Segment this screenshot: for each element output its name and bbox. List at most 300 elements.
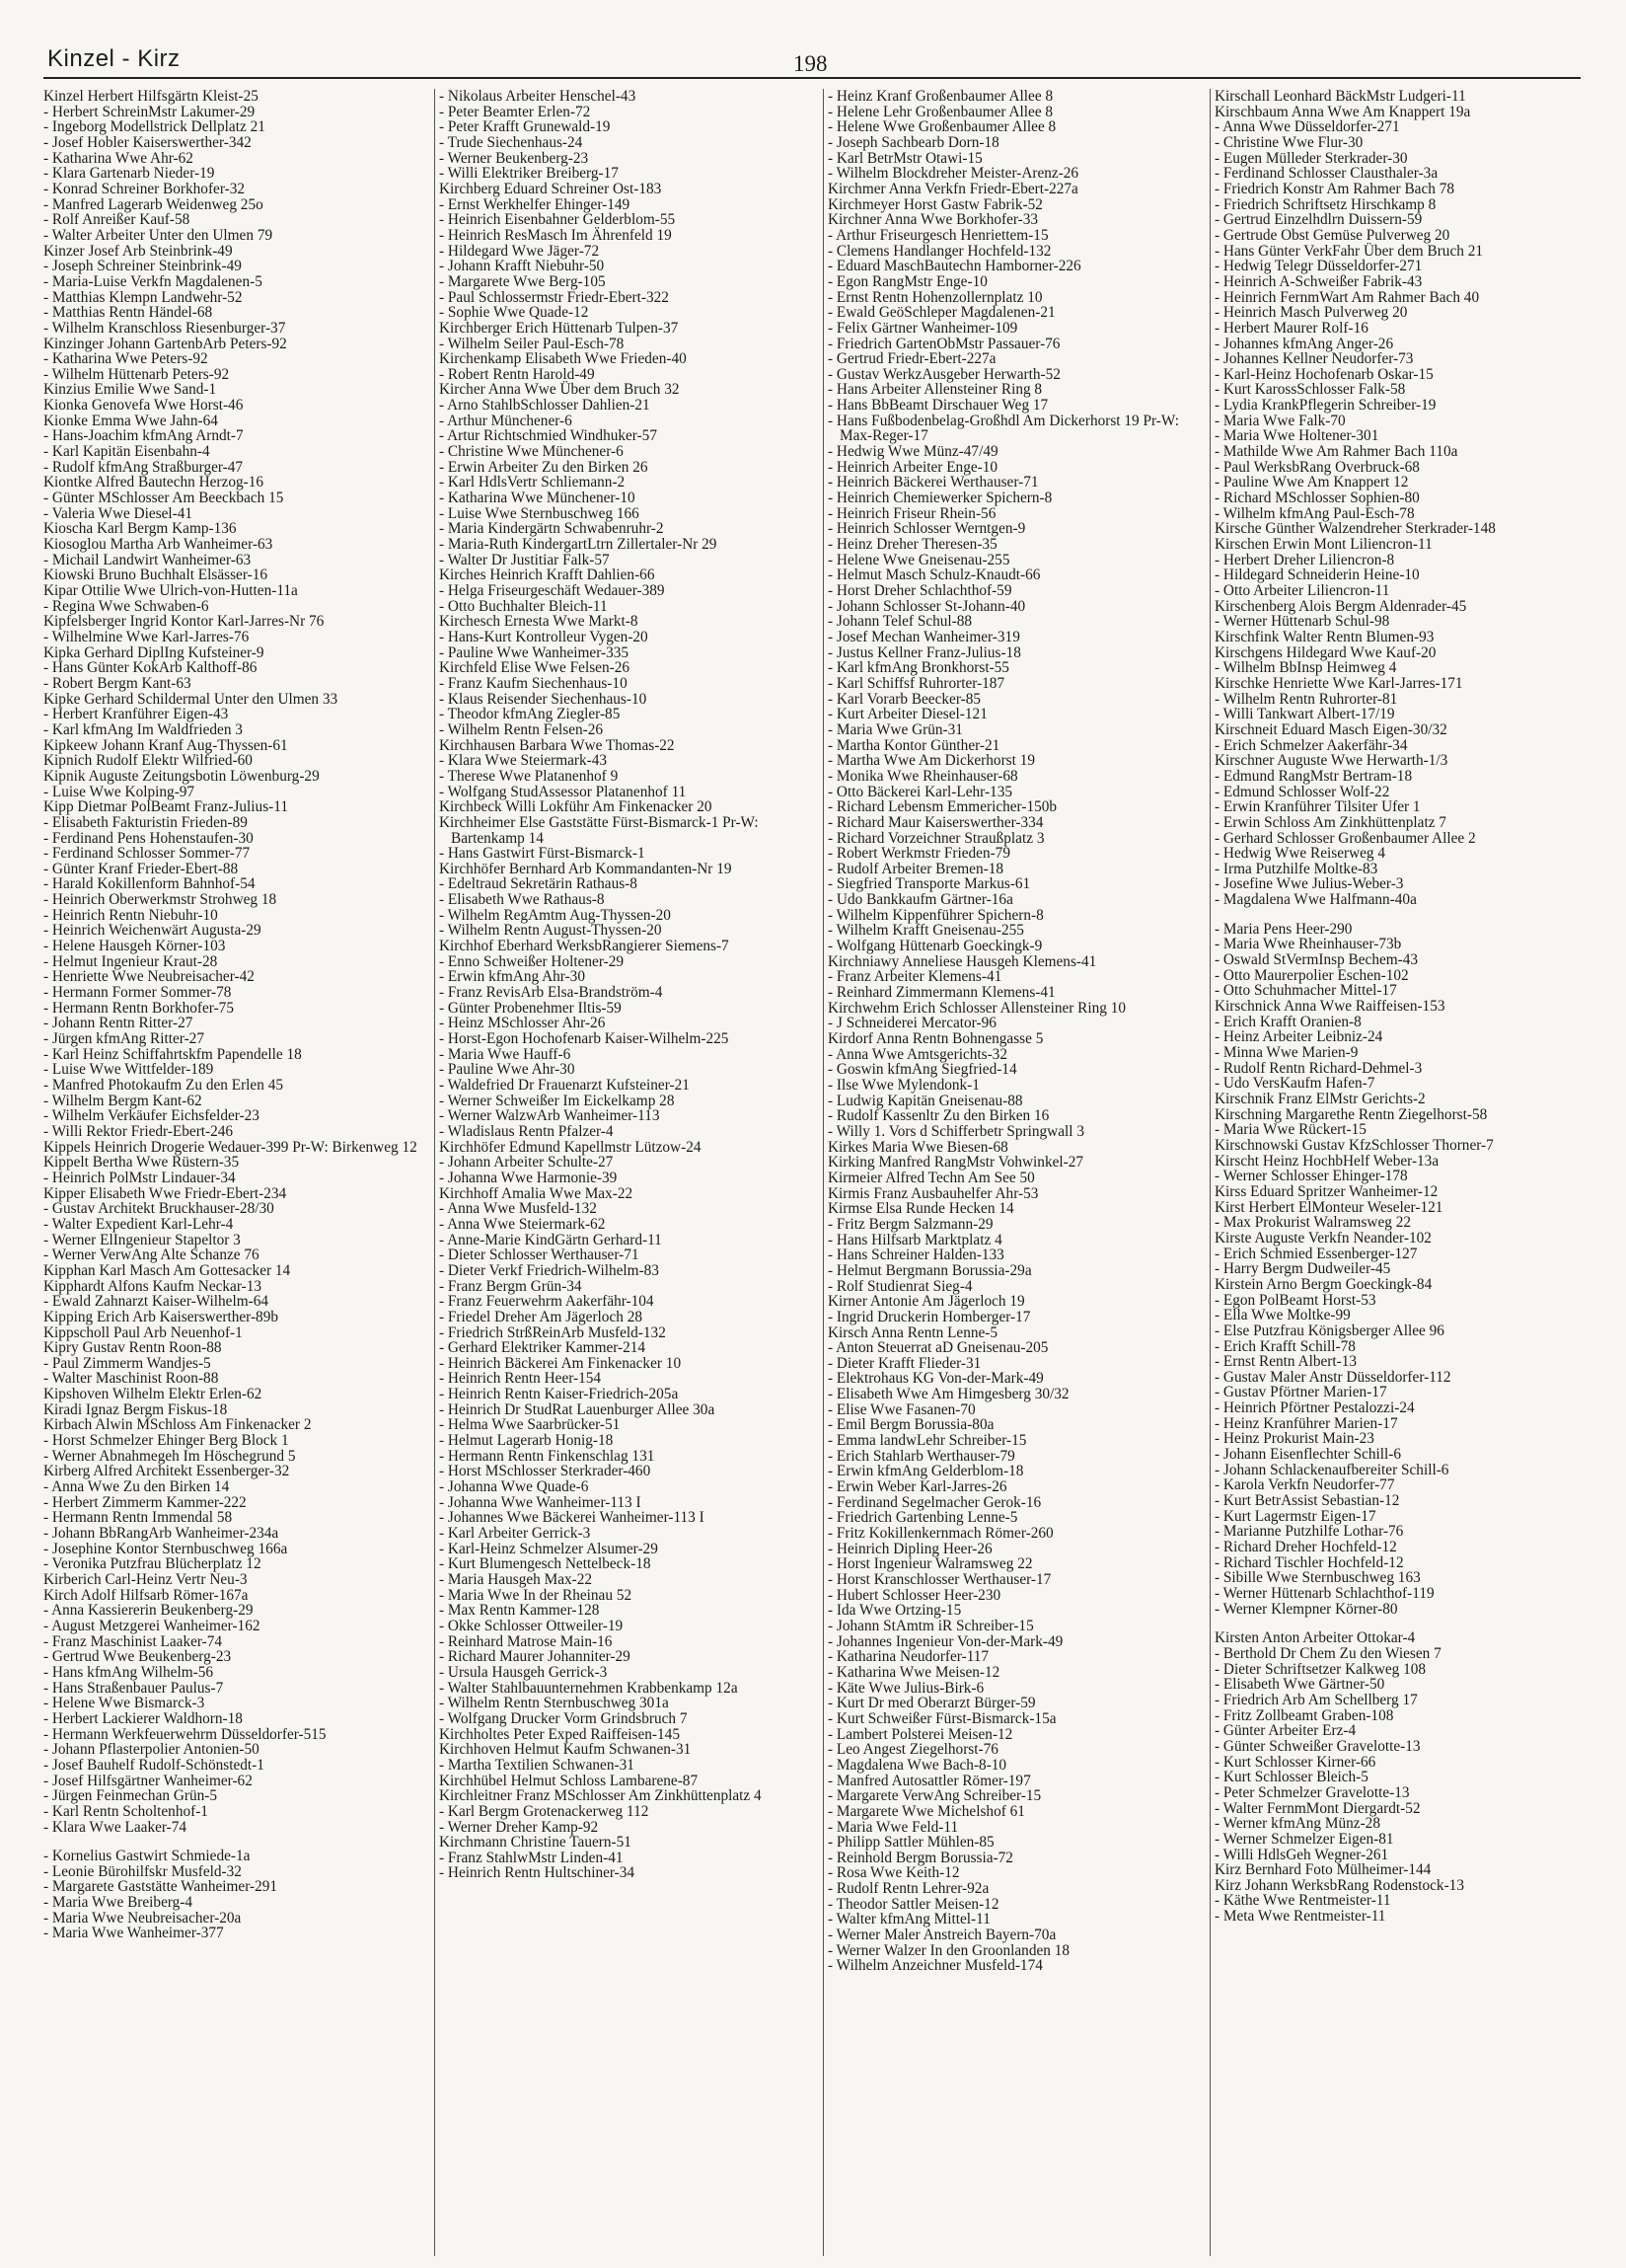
directory-entry: - Heinrich Dr StudRat Lauenburger Allee 30a [439,1400,715,1418]
directory-entry: - Katharina Wwe Peters-92 [43,350,208,368]
directory-entry: - Josefine Wwe Julius-Weber-3 [1215,875,1404,893]
directory-entry: - Werner ElIngenieur Stapeltor 3 [43,1231,241,1248]
directory-entry: - Helma Wwe Saarbrücker-51 [439,1416,621,1434]
directory-entry: Kiontke Alfred Bautechn Herzog-16 [43,474,264,491]
directory-entry: - Helmut Masch Schulz-Knaudt-66 [828,567,1041,584]
directory-entry: - Regina Wwe Schwaben-6 [43,597,209,615]
directory-entry: - Helga Friseurgeschäft Wedauer-389 [439,582,665,599]
directory-entry: Kipfelsberger Ingrid Kontor Karl-Jarres-Nr 76 [43,613,325,631]
directory-entry: - Josef Hobler Kaiserswerther-342 [43,133,252,151]
directory-entry: - Magdalena Wwe Halfmann-40a [1215,891,1417,909]
directory-entry: - Herbert Dreher Liliencron-8 [1215,551,1395,568]
directory-entry: - Christine Wwe Münchener-6 [439,443,624,461]
directory-entry: - Johann Schlosser St-Johann-40 [828,597,1026,615]
directory-entry: - Valeria Wwe Diesel-41 [43,504,193,522]
directory-entry: - Willi HdlsGeh Wegner-261 [1215,1846,1389,1863]
directory-entry: - Hans Gastwirt Fürst-Bismarck-1 [439,845,645,863]
directory-entry: Kirschning Margarethe Rentn Ziegelhorst-58 [1215,1105,1488,1123]
directory-entry: - Hermann Former Sommer-78 [43,984,232,1002]
directory-entry: - Max Prokurist Walramsweg 22 [1215,1214,1412,1232]
directory-entry: - Herbert Kranführer Eigen-43 [43,706,229,723]
directory-entry: - Felix Gärtner Wanheimer-109 [828,319,1018,337]
directory-entry: Kirchwehm Erich Schlosser Allensteiner Ring 10 [828,999,1127,1017]
directory-entry: - Theodor Sattler Meisen-12 [828,1895,999,1913]
directory-entry: - Hedwig Telegr Düsseldorfer-271 [1215,258,1423,275]
directory-entry: - Josef Hilfsgärtner Wanheimer-62 [43,1772,253,1789]
directory-entry: - Okke Schlosser Ottweiler-19 [439,1617,624,1634]
directory-entry: - Ella Wwe Moltke-99 [1215,1307,1351,1324]
directory-entry: - Günter Probenehmer Iltis-59 [439,999,622,1017]
directory-entry: - Herbert SchreinMstr Lakumer-29 [43,103,256,120]
directory-entry: - Robert Rentn Harold-49 [439,365,595,383]
directory-entry: Kinzer Josef Arb Steinbrink-49 [43,242,233,260]
directory-entry: - Martha Textilien Schwanen-31 [439,1756,634,1774]
directory-entry: - Werner Dreher Kamp-92 [439,1818,599,1836]
directory-entry: - Joseph Schreiner Steinbrink-49 [43,258,242,275]
directory-entry: - Willi Rektor Friedr-Ebert-246 [43,1122,234,1140]
directory-entry: - Maria Wwe Hauff-6 [439,1045,571,1063]
directory-entry: Kirchmann Christine Tauern-51 [439,1834,631,1852]
directory-entry: - Paul WerksbRang Overbruck-68 [1215,458,1420,476]
entry-gap [1215,908,1591,922]
directory-entry: Kippscholl Paul Arb Neuenhof-1 [43,1323,243,1341]
directory-entry: - Klara Gartenarb Nieder-19 [43,165,215,183]
directory-entry: - Wilhelm Rentn Ruhrorter-81 [1215,690,1398,708]
directory-entry: - Johann Arbeiter Schulte-27 [439,1154,614,1172]
directory-entry: - Anna Kassiererin Beukenberg-29 [43,1602,254,1620]
directory-entry: - Erich Krafft Schill-78 [1215,1337,1356,1355]
directory-entry: - Hubert Schlosser Heer-230 [828,1586,1001,1604]
directory-entry: - Werner Klempner Körner-80 [1215,1600,1398,1618]
directory-entry: - Maria Hausgeh Max-22 [439,1571,593,1588]
directory-entry: - Arno StahlbSchlosser Dahlien-21 [439,397,650,415]
directory-entry: - Maria Wwe Grün-31 [828,720,963,738]
directory-entry: - Heinrich ResMasch Im Ährenfeld 19 [439,226,672,244]
directory-entry: - Käte Wwe Julius-Birk-6 [828,1679,985,1697]
directory-entry: Kirschfink Walter Rentn Blumen-93 [1215,628,1435,645]
directory-entry: - Jürgen kfmAng Ritter-27 [43,1030,204,1048]
directory-entry: - Hans kfmAng Wilhelm-56 [43,1663,214,1681]
directory-entry: - Otto Buchhalter Bleich-11 [439,597,608,615]
directory-entry: - Hans Schreiner Halden-133 [828,1247,1004,1264]
directory-entry: - Karl Heinz Schiffahrtskfm Papendelle 18 [43,1045,302,1063]
column-3 [823,89,1205,2256]
directory-entry: - Johann Telef Schul-88 [828,613,973,631]
directory-entry: Kirking Manfred RangMstr Vohwinkel-27 [828,1154,1084,1172]
directory-entry: Kipke Gerhard Schildermal Unter den Ulmen 33 [43,690,338,708]
directory-entry: - Heinrich Masch Pulverweg 20 [1215,304,1408,322]
directory-entry: - Luise Wwe Kolping-97 [43,783,195,800]
directory-entry: - Rudolf Kassenltr Zu den Birken 16 [828,1107,1050,1125]
directory-entry: - August Metzgerei Wanheimer-162 [43,1617,260,1634]
directory-entry: Kirches Heinrich Krafft Dahlien-66 [439,567,655,584]
directory-entry: - Horst Dreher Schlachthof-59 [828,582,1012,599]
directory-entry: - Johannes Kellner Neudorfer-73 [1215,350,1414,368]
directory-entry: - Helmut Ingenieur Kraut-28 [43,952,218,970]
directory-entry: - Walter FernmMont Diergardt-52 [1215,1799,1421,1817]
directory-entry: - Heinrich Bäckerei Werthauser-71 [828,474,1039,491]
directory-entry: - Johanna Wwe Wanheimer-113 I [439,1493,641,1511]
directory-entry: - Rudolf kfmAng Straßburger-47 [43,458,244,476]
directory-entry: - Theodor kfmAng Ziegler-85 [439,706,621,723]
directory-entry: - Irma Putzhilfe Moltke-83 [1215,860,1378,877]
directory-entry: Kirschgens Hildegard Wwe Kauf-20 [1215,643,1437,661]
directory-entry: - Fritz Kokillenkernmach Römer-260 [828,1525,1054,1543]
directory-entry: - Eugen Mülleder Sterkrader-30 [1215,149,1408,167]
directory-entry: - Heinrich Arbeiter Enge-10 [828,458,998,476]
directory-entry: - Margarete VerwAng Schreiber-15 [828,1787,1042,1805]
directory-entry: Kirchhübel Helmut Schloss Lambarene-87 [439,1772,699,1789]
directory-entry: - Anna Wwe Amtsgerichts-32 [828,1045,1007,1063]
directory-entry: - Friedel Dreher Am Jägerloch 28 [439,1308,643,1325]
directory-entry: - Kurt Arbeiter Diesel-121 [828,706,988,723]
directory-entry: - Hans Fußbodenbelag-Großhdl Am Dickerhorst 19 Pr-W: Max-Reger-17 [828,412,1179,445]
directory-entry: Kirsch Anna Rentn Lenne-5 [828,1323,998,1341]
directory-entry: - Heinrich FernmWart Am Rahmer Bach 40 [1215,288,1480,306]
directory-entry: - Walter kfmAng Mittel-11 [828,1911,991,1928]
directory-entry: - Werner VerwAng Alte Schanze 76 [43,1247,259,1264]
directory-entry: - Ferdinand Pens Hohenstaufen-30 [43,829,254,847]
directory-entry: - Johanna Wwe Quade-6 [439,1478,589,1496]
directory-entry: - Karl kfmAng Bronkhorst-55 [828,659,1009,677]
directory-entry: - Richard Lebensm Emmericher-150b [828,798,1058,816]
directory-entry: - Robert Werkmstr Frieden-79 [828,845,1010,863]
directory-entry: - Peter Beamter Erlen-72 [439,103,591,120]
directory-entry: - Richard MSchlosser Sophien-80 [1215,490,1420,507]
directory-columns [43,89,1583,2256]
directory-entry: Kirchbeck Willi Lokführ Am Finkenacker 20 [439,798,712,816]
directory-entry: - Arthur Friseurgesch Henriettem-15 [828,226,1049,244]
directory-entry: - Friedrich Konstr Am Rahmer Bach 78 [1215,180,1455,197]
directory-entry: Kirchniawy Anneliese Hausgeh Klemens-41 [828,952,1097,970]
directory-entry: Kirmeier Alfred Techn Am See 50 [828,1169,1035,1186]
directory-entry: - Gerhard Schlosser Großenbaumer Allee 2 [1215,829,1476,847]
directory-entry: - Egon RangMstr Enge-10 [828,272,988,290]
directory-entry: - Hermann Rentn Finkenschlag 131 [439,1447,655,1465]
directory-entry: - Willy 1. Vors d Schifferbetr Springwall 3 [828,1122,1084,1140]
directory-entry: - Johann Rentn Ritter-27 [43,1015,193,1032]
directory-entry: - Berthold Dr Chem Zu den Wiesen 7 [1215,1644,1441,1662]
directory-entry: - Otto Schuhmacher Mittel-17 [1215,982,1397,1000]
directory-entry: - Johann StAmtm iR Schreiber-15 [828,1617,1034,1634]
directory-entry: - Johann Schlackenaufbereiter Schill-6 [1215,1461,1449,1478]
directory-entry: Kirberg Alfred Architekt Essenberger-32 [43,1463,290,1480]
directory-entry: Kipphardt Alfons Kaufm Neckar-13 [43,1277,262,1295]
directory-entry: - Waldefried Dr Frauenarzt Kufsteiner-21 [439,1077,690,1094]
directory-entry: - Edmund Schlosser Wolf-22 [1215,783,1390,800]
directory-entry: Kipar Ottilie Wwe Ulrich-von-Hutten-11a [43,582,298,599]
directory-entry: - Peter Krafft Grunewald-19 [439,118,611,136]
directory-entry: Kiowski Bruno Buchhalt Elsässer-16 [43,567,267,584]
running-head: Kinzel - Kirz [47,45,181,72]
directory-entry: - Anna Wwe Zu den Birken 14 [43,1478,230,1496]
directory-entry: - Ewald Zahnarzt Kaiser-Wilhelm-64 [43,1293,269,1311]
directory-entry: - Eduard MaschBautechn Hamborner-226 [828,258,1081,275]
directory-entry: - Maria-Ruth KindergartLtrn Zillertaler-Nr 29 [439,536,717,554]
directory-entry: - Karl Bergm Grotenackerweg 112 [439,1802,649,1820]
directory-entry: - Margarete Wwe Berg-105 [439,272,606,290]
directory-entry: - Manfred Photokaufm Zu den Erlen 45 [43,1077,283,1094]
directory-entry: - Werner Walzer In den Groonlanden 18 [828,1941,1071,1959]
directory-entry: - Peter Schmelzer Gravelotte-13 [1215,1783,1410,1801]
directory-entry: - Franz RevisArb Elsa-Brandström-4 [439,984,663,1002]
directory-entry: Kippelt Bertha Wwe Rüstern-35 [43,1154,240,1172]
directory-entry: - Wilhelm Kranschloss Riesenburger-37 [43,319,286,337]
directory-entry: - Wilhelm Bergm Kant-62 [43,1092,202,1109]
directory-entry: - Herbert Lackierer Waldhorn-18 [43,1709,243,1727]
directory-entry: - Kurt Dr med Oberarzt Bürger-59 [828,1695,1036,1712]
directory-entry: - Katharina Neudorfer-117 [828,1648,990,1666]
directory-entry: - Siegfried Transporte Markus-61 [828,875,1031,893]
directory-entry: - Kurt Lagermstr Eigen-17 [1215,1507,1376,1525]
directory-entry: - Elektrohaus KG Von-der-Mark-49 [828,1370,1044,1388]
directory-entry: - Enno Schweißer Holtener-29 [439,952,625,970]
directory-entry: - Wilhelm Krafft Gneisenau-255 [828,922,1024,940]
directory-entry: - Heinz Dreher Theresen-35 [828,536,998,554]
directory-entry: - Gertrud Einzelhdlrn Duissern-59 [1215,211,1423,229]
directory-entry: - Franz Feuerwehrm Aakerfähr-104 [439,1293,654,1311]
directory-entry: Kirschenberg Alois Bergm Aldenrader-45 [1215,597,1467,615]
directory-entry: - Rudolf Rentn Lehrer-92a [828,1880,990,1898]
directory-entry: - Leo Angest Ziegelhorst-76 [828,1741,998,1759]
directory-entry: - Richard Maurer Johanniter-29 [439,1648,630,1666]
directory-entry: - Erwin kfmAng Gelderblom-18 [828,1463,1024,1480]
directory-entry: - Ernst Werkhelfer Ehinger-149 [439,195,630,213]
directory-entry: - Richard Tischler Hochfeld-12 [1215,1553,1404,1571]
directory-entry: Kippels Heinrich Drogerie Wedauer-399 Pr-W: Birkenweg 12 [43,1138,417,1156]
directory-entry: Kipnik Auguste Zeitungsbotin Löwenburg-29 [43,767,320,785]
directory-entry: - Mathilde Wwe Am Rahmer Bach 110a [1215,443,1458,461]
directory-entry: - Trude Siechenhaus-24 [439,133,583,151]
directory-entry: - Nikolaus Arbeiter Henschel-43 [439,89,636,105]
directory-entry: - Josef Mechan Wanheimer-319 [828,628,1020,645]
directory-entry: - Wilhelm Rentn August-Thyssen-20 [439,922,662,940]
directory-entry: - Günter Arbeiter Erz-4 [1215,1722,1357,1740]
directory-entry: Kirchmer Anna Verkfn Friedr-Ebert-227a [828,180,1078,197]
directory-entry: Kirste Auguste Verkfn Neander-102 [1215,1229,1432,1247]
directory-entry: - Wilhelm Anzeichner Musfeld-174 [828,1957,1043,1975]
directory-entry: - Hildegard Schneiderin Heine-10 [1215,567,1420,584]
directory-entry: Kirchmeyer Horst Gastw Fabrik-52 [828,195,1043,213]
directory-entry: - Friedrich Gartenbing Lenne-5 [828,1509,1018,1527]
directory-entry: - Willi Elektriker Breiberg-17 [439,165,619,183]
directory-entry: - Lambert Polsterei Meisen-12 [828,1725,1013,1743]
directory-entry: - Richard Maur Kaiserswerther-334 [828,813,1044,831]
directory-entry: - Heinz Arbeiter Leibniz-24 [1215,1028,1383,1046]
directory-entry: - Walter Stahlbauunternehmen Krabbenkamp 12a [439,1679,738,1697]
directory-entry: - Rudolf Arbeiter Bremen-18 [828,860,1003,877]
directory-entry: Kirschbaum Anna Wwe Am Knappert 19a [1215,103,1471,120]
directory-entry: Kirmis Franz Ausbauhelfer Ahr-53 [828,1184,1039,1202]
directory-entry: - Else Putzfrau Königsberger Allee 96 [1215,1322,1444,1339]
directory-entry: - Wolfgang Drucker Vorm Grindsbruch 7 [439,1709,688,1727]
directory-entry: - Johann BbRangArb Wanheimer-234a [43,1525,279,1543]
directory-entry: - Heinz Kranf Großenbaumer Allee 8 [828,89,1054,105]
directory-entry: - Kurt Schlosser Kirner-66 [1215,1753,1376,1771]
directory-entry: - Wilhelm Seiler Paul-Esch-78 [439,335,625,352]
directory-entry: Kirchberg Eduard Schreiner Ost-183 [439,180,662,197]
directory-entry: - Werner Maler Anstreich Bayern-70a [828,1927,1057,1944]
directory-entry: - Helene Hausgeh Körner-103 [43,938,226,955]
directory-entry: Kirsche Günther Walzendreher Sterkrader-148 [1215,520,1496,538]
directory-entry: Kirss Eduard Spritzer Wanheimer-12 [1215,1182,1439,1200]
directory-entry: - Wilhelm kfmAng Paul-Esch-78 [1215,504,1415,522]
directory-entry: - Hans Straßenbauer Paulus-7 [43,1679,224,1697]
directory-entry: - Maria Wwe Holtener-301 [1215,427,1379,445]
directory-entry: - Matthias Klempn Landwehr-52 [43,288,243,306]
directory-entry: - Pauline Wwe Am Knappert 12 [1215,474,1409,491]
directory-entry: - Udo Bankkaufm Gärtner-16a [828,891,1013,909]
directory-entry: - Luise Wwe Wittfelder-189 [43,1061,214,1079]
entry-gap [43,1835,420,1849]
directory-entry: - Erich Krafft Oranien-8 [1215,1013,1362,1030]
directory-entry: - Pauline Wwe Wanheimer-335 [439,643,629,661]
directory-entry: - Maria Wwe Breiberg-4 [43,1894,193,1912]
directory-entry: - Ferdinand Schlosser Sommer-77 [43,845,251,863]
directory-entry: Kirchhoven Helmut Kaufm Schwanen-31 [439,1741,692,1759]
directory-entry: - Horst Kranschlosser Werthauser-17 [828,1571,1052,1588]
directory-entry: - Heinrich A-Schweißer Fabrik-43 [1215,272,1423,290]
directory-entry: - Rosa Wwe Keith-12 [828,1864,960,1882]
directory-entry: Kirbach Alwin MSchloss Am Finkenacker 2 [43,1416,312,1434]
directory-entry: Kiradi Ignaz Bergm Fiskus-18 [43,1400,228,1418]
directory-entry: - Margarete Gaststätte Wanheimer-291 [43,1878,278,1896]
directory-entry: - Katharina Wwe Meisen-12 [828,1663,1000,1681]
directory-entry: Kirberich Carl-Heinz Vertr Neu-3 [43,1571,248,1588]
directory-entry: Kirschen Erwin Mont Liliencron-11 [1215,536,1433,554]
directory-entry: - Artur Richtschmied Windhuker-57 [439,427,657,445]
directory-entry: - Friedrich Arb Am Schellberg 17 [1215,1691,1418,1708]
directory-entry: Kirchberger Erich Hüttenarb Tulpen-37 [439,319,679,337]
directory-entry: - Werner Hüttenarb Schlachthof-119 [1215,1585,1435,1602]
directory-entry: - Harald Kokillenform Bahnhof-54 [43,875,256,893]
directory-entry: - Käthe Wwe Rentmeister-11 [1215,1892,1391,1910]
directory-entry: - Richard Dreher Hochfeld-12 [1215,1539,1397,1556]
directory-entry: - Heinz Prokurist Main-23 [1215,1430,1374,1448]
directory-entry: - Goswin kfmAng Siegfried-14 [828,1061,1017,1079]
directory-entry: - Elisabeth Wwe Rathaus-8 [439,891,605,909]
directory-entry: - Veronika Putzfrau Blücherplatz 12 [43,1555,261,1573]
directory-entry: Kirschnick Anna Wwe Raiffeisen-153 [1215,998,1445,1016]
directory-entry: - Ursula Hausgeh Gerrick-3 [439,1663,608,1681]
directory-entry: - Therese Wwe Platanenhof 9 [439,767,619,785]
directory-entry: - Manfred Lagerarb Weidenweg 25o [43,195,263,213]
directory-entry: - Rudolf Rentn Richard-Dehmel-3 [1215,1059,1423,1077]
directory-entry: - Katharina Wwe Münchener-10 [439,490,635,507]
directory-entry: - Elise Wwe Fasanen-70 [828,1400,976,1418]
directory-entry: - Rolf Studienrat Sieg-4 [828,1277,973,1295]
directory-entry: - Anna Wwe Düsseldorfer-271 [1215,118,1400,136]
directory-entry: - Heinrich Friseur Rhein-56 [828,504,997,522]
directory-entry: Kirschke Henriette Wwe Karl-Jarres-171 [1215,674,1463,692]
directory-entry: - Johann Eisenflechter Schill-6 [1215,1446,1402,1464]
directory-entry: Kirchhöfer Edmund Kapellmstr Lützow-24 [439,1138,702,1156]
directory-entry: Kirkes Maria Wwe Biesen-68 [828,1138,1008,1156]
directory-entry: - Ida Wwe Ortzing-15 [828,1602,962,1620]
directory-entry: - Karola Verkfn Neudorfer-77 [1215,1476,1395,1494]
directory-entry: - Fritz Bergm Salzmann-29 [828,1215,994,1233]
directory-entry: - Richard Vorzeichner Straußplatz 3 [828,829,1045,847]
directory-entry: - Willi Tankwart Albert-17/19 [1215,706,1395,723]
directory-entry: Kirdorf Anna Rentn Bohnengasse 5 [828,1030,1044,1048]
directory-entry: - Heinrich Bäckerei Am Finkenacker 10 [439,1354,682,1372]
directory-entry: - Walter Arbeiter Unter den Ulmen 79 [43,226,273,244]
directory-entry: - Gertrude Obst Gemüse Pulverweg 20 [1215,226,1450,244]
directory-entry: - Anna Wwe Steiermark-62 [439,1215,606,1233]
directory-entry: - Heinrich Weichenwärt Augusta-29 [43,922,261,940]
directory-entry: - Wolfgang Hüttenarb Goeckingk-9 [828,938,1043,955]
directory-entry: - Erwin kfmAng Ahr-30 [439,968,585,986]
directory-entry: - Maria Wwe Rheinhauser-73b [1215,936,1402,953]
directory-entry: - Sophie Wwe Quade-12 [439,304,589,322]
directory-entry: - Martha Wwe Am Dickerhorst 19 [828,752,1035,770]
directory-entry: Kirchheimer Else Gaststätte Fürst-Bismarck-1 Pr-W: Bartenkamp 14 [439,813,759,847]
directory-entry: - Erich Schmelzer Aakerfähr-34 [1215,736,1408,754]
directory-entry: - Karl Vorarb Beecker-85 [828,690,982,708]
directory-entry: Kircher Anna Wwe Über dem Bruch 32 [439,381,680,399]
directory-entry: - Hildegard Wwe Jäger-72 [439,242,600,260]
directory-entry: - Karl HdlsVertr Schliemann-2 [439,474,626,491]
directory-entry: - Oswald StVermInsp Bechem-43 [1215,951,1419,969]
directory-entry: - Luise Wwe Sternbuschweg 166 [439,504,639,522]
column-4 [1210,89,1591,2256]
directory-entry: Kirschall Leonhard BäckMstr Ludgeri-11 [1215,89,1466,105]
directory-entry: - Ferdinand Segelmacher Gerok-16 [828,1493,1042,1511]
directory-entry: - Walter Dr Justitiar Falk-57 [439,551,610,568]
directory-entry: - Elisabeth Wwe Gärtner-50 [1215,1676,1385,1694]
directory-entry: - Günter Kranf Frieder-Ebert-88 [43,860,239,877]
directory-entry: - Heinrich Eisenbahner Gelderblom-55 [439,211,676,229]
directory-entry: - Wolfgang StudAssessor Platanenhof 11 [439,783,687,800]
directory-entry: - Günter Schweißer Gravelotte-13 [1215,1737,1421,1755]
directory-entry: - Herbert Maurer Rolf-16 [1215,319,1368,337]
directory-entry: - Dieter Verkf Friedrich-Wilhelm-83 [439,1261,659,1279]
directory-entry: Kirsten Anton Arbeiter Ottokar-4 [1215,1629,1416,1647]
directory-entry: - Ernst Rentn Hohenzollernplatz 10 [828,288,1043,306]
directory-entry: - Martha Kontor Günther-21 [828,736,1000,754]
directory-entry: - Maria Wwe Falk-70 [1215,412,1346,429]
directory-entry: - Maria Wwe Neubreisacher-20a [43,1909,242,1927]
directory-entry: - Ingrid Druckerin Homberger-17 [828,1308,1031,1325]
directory-entry: - Henriette Wwe Neubreisacher-42 [43,968,255,986]
directory-entry: - Hans-Kurt Kontrolleur Vygen-20 [439,628,648,645]
directory-entry: - Karl Rentn Scholtenhof-1 [43,1802,208,1820]
directory-entry: - Karl-Heinz Hochofenarb Oskar-15 [1215,365,1434,383]
directory-entry: - Maria Pens Heer-290 [1215,920,1353,938]
column-1 [43,89,420,2256]
directory-entry: - Heinrich PolMstr Lindauer-34 [43,1169,236,1186]
directory-entry: - Emma landwLehr Schreiber-15 [828,1432,1027,1450]
directory-entry: - Leonie Bürohilfskr Musfeld-32 [43,1862,242,1880]
directory-entry: - Dieter Schriftsetzer Kalkweg 108 [1215,1660,1427,1678]
directory-entry: - Werner Schweißer Im Eickelkamp 28 [439,1092,675,1109]
directory-entry: - Wilhelm RegAmtm Aug-Thyssen-20 [439,906,671,924]
directory-entry: - Monika Wwe Rheinhauser-68 [828,767,1018,785]
directory-entry: - Johann Pflasterpolier Antonien-50 [43,1741,259,1759]
directory-entry: Kirchhöfer Bernhard Arb Kommandanten-Nr 19 [439,860,732,877]
directory-entry: - Gertrud Wwe Beukenberg-23 [43,1648,232,1666]
directory-entry: - Konrad Schreiner Borkhofer-32 [43,180,246,197]
directory-entry: - Karl Kapitän Eisenbahn-4 [43,443,210,461]
directory-entry: - Otto Maurerpolier Eschen-102 [1215,966,1409,984]
directory-entry: - Horst Ingenieur Walramsweg 22 [828,1555,1033,1573]
directory-entry: - Heinrich Rentn Hultschiner-34 [439,1864,635,1882]
directory-entry: Kirchhoff Amalia Wwe Max-22 [439,1184,633,1202]
directory-entry: - Wilhelm Hüttenarb Peters-92 [43,365,230,383]
directory-entry: - Maria Wwe Wanheimer-377 [43,1925,224,1942]
directory-entry: - Erwin Kranführer Tilsiter Ufer 1 [1215,798,1421,816]
directory-entry: - Günter MSchlosser Am Beeckbach 15 [43,490,284,507]
